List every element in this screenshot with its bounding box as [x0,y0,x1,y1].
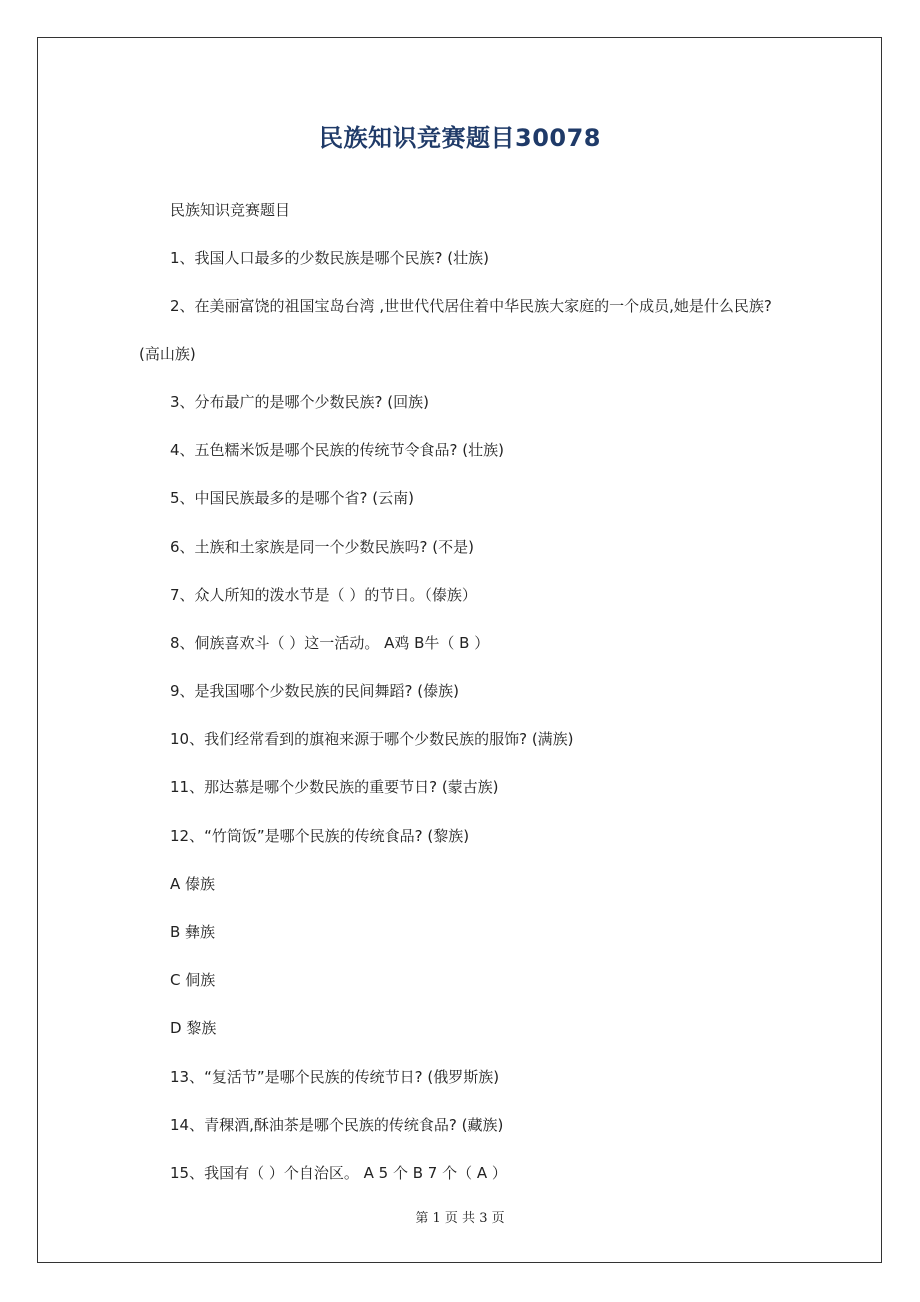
question-11: 11、那达慕是哪个少数民族的重要节日? (蒙古族) [170,778,499,796]
question-14: 14、青稞酒,酥油茶是哪个民族的传统食品? (藏族) [170,1116,504,1134]
question-15: 15、我国有（ ）个自治区。 A 5 个 B 7 个（ A ） [170,1164,507,1182]
question-13: 13、“复活节”是哪个民族的传统节日? (俄罗斯族) [170,1068,500,1086]
question-6: 6、土族和土家族是同一个少数民族吗? (不是) [170,538,474,556]
document-title: 民族知识竞赛题目30078 [319,124,601,152]
option-c: C 侗族 [170,971,216,989]
question-3: 3、分布最广的是哪个少数民族? (回族) [170,393,429,411]
option-a: A 傣族 [170,875,216,893]
question-8: 8、侗族喜欢斗（ ）这一活动。 A鸡 B牛（ B ） [170,634,490,652]
question-1: 1、我国人口最多的少数民族是哪个民族? (壮族) [170,249,489,267]
option-d: D 黎族 [170,1019,217,1037]
question-12: 12、“竹筒饭”是哪个民族的传统食品? (黎族) [170,827,470,845]
question-4: 4、五色糯米饭是哪个民族的传统节令食品? (壮族) [170,441,504,459]
question-10: 10、我们经常看到的旗袍来源于哪个少数民族的服饰? (满族) [170,730,574,748]
intro-line: 民族知识竞赛题目 [170,201,291,219]
question-5: 5、中国民族最多的是哪个省? (云南) [170,489,414,507]
question-7: 7、众人所知的泼水节是（ ）的节日。（傣族） [170,586,477,604]
page-footer: 第 1 页 共 3 页 [415,1211,505,1226]
question-2-answer: (高山族) [139,345,196,363]
question-9: 9、是我国哪个少数民族的民间舞蹈? (傣族) [170,682,459,700]
question-2: 2、在美丽富饶的祖国宝岛台湾 ,世世代代居住着中华民族大家庭的一个成员,她是什么民族? [170,297,772,315]
option-b: B 彝族 [170,923,216,941]
